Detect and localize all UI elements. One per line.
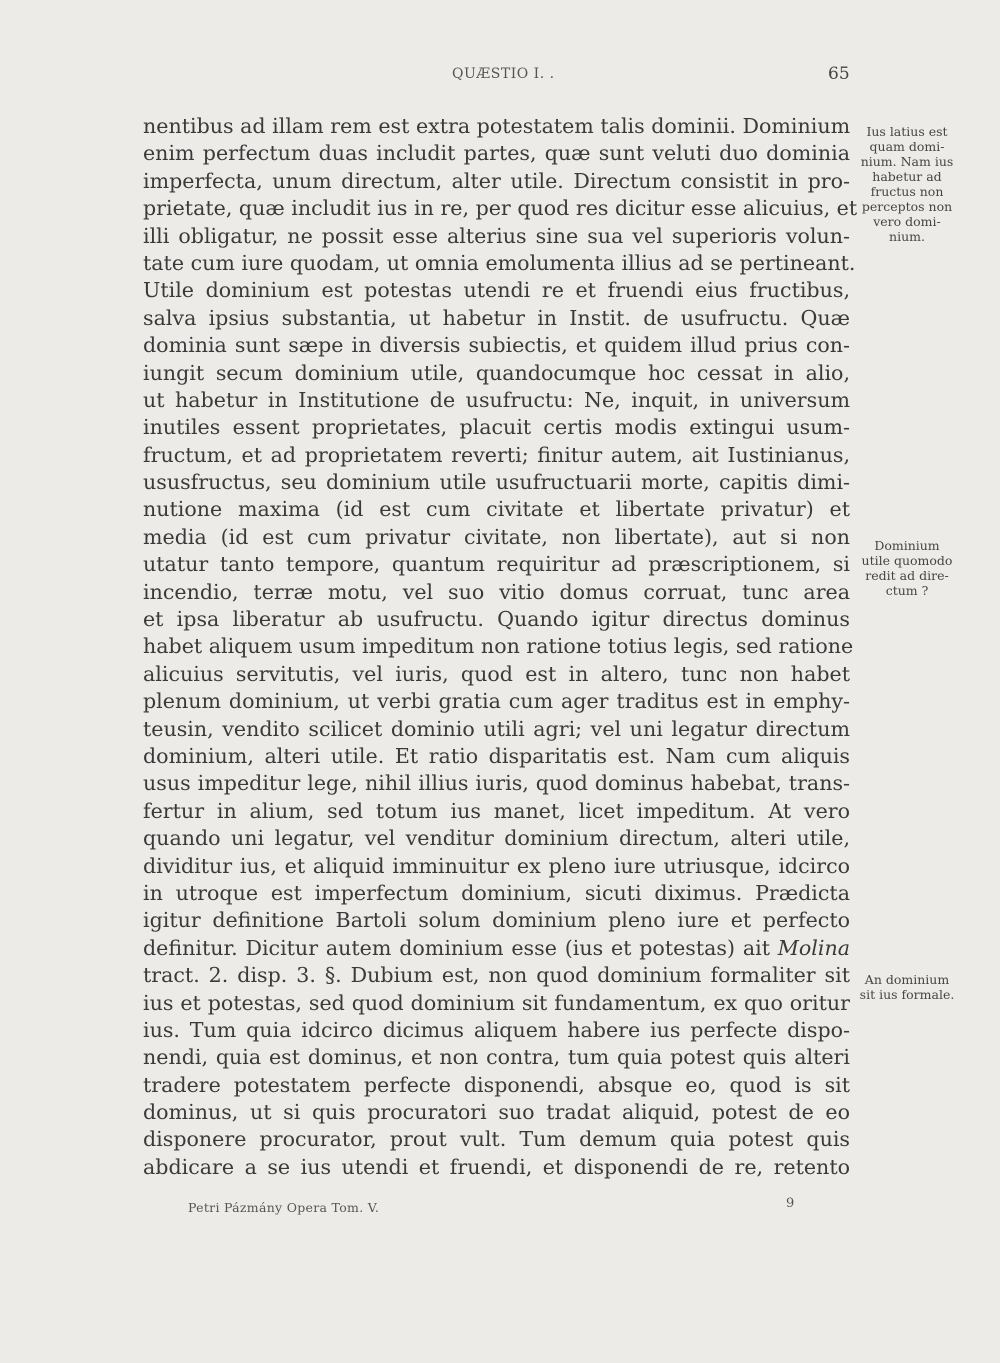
text-line: enim perfectum duas includit partes, quæ sunt veluti duo dominia — [143, 141, 850, 166]
text-line: ius. Tum quia idcirco dicimus aliquem habere ius perfecte dispo- — [143, 1017, 850, 1042]
text-line: dominia sunt sæpe in diversis subiectis, et quidem illud prius con- — [143, 333, 850, 358]
text-line: abdicare a se ius utendi et fruendi, et disponendi de re, retento — [143, 1154, 850, 1179]
text-line: nentibus ad illam rem est extra potestatem talis dominii. Dominium — [143, 114, 851, 138]
margin-note-line: nium. Nam ius — [860, 154, 954, 169]
footer-imprint: Petri Pázmány Opera Tom. V. — [188, 1200, 380, 1215]
text-line: prietate, quæ includit ius in re, per quod res dicitur esse alicuius, et — [143, 196, 858, 221]
margin-note-line: Dominium — [874, 538, 940, 553]
text-line: imperfecta, unum directum, alter utile. Directum consistit in pro- — [143, 168, 850, 193]
text-line: et ipsa liberatur ab usufructu. Quando igitur directus dominus — [143, 607, 850, 632]
text-line-with-italic — [143, 935, 850, 962]
margin-note-dominium-utile — [857, 538, 957, 598]
text-line: quando uni legatur, vel venditur dominium directum, alteri utile, — [143, 826, 850, 851]
margin-note-line: Ius latius est — [866, 124, 948, 139]
text-line: inutiles essent proprietates, placuit certis modis extingui usum- — [143, 415, 850, 440]
margin-note-line: redit ad dire- — [865, 568, 949, 583]
margin-note-line: fructus non — [870, 184, 944, 199]
margin-note-line: perceptos non — [861, 199, 953, 214]
text-line: tradere potestatem perfecte disponendi, absque eo, quod is sit — [143, 1072, 850, 1097]
text-line: teusin, vendito scilicet dominio utili agri; vel uni legatur directum — [143, 716, 850, 741]
margin-note-line: ctum ? — [885, 583, 929, 598]
text-line: utatur tanto tempore, quantum requiritur ad præscriptionem, si — [143, 552, 850, 577]
running-head — [0, 66, 1000, 88]
text-line: igitur definitione Bartoli solum dominium pleno iure et perfecto — [143, 908, 850, 933]
text-line: illi obligatur, ne possit esse alterius sine sua vel superioris volun- — [143, 223, 850, 248]
text-line: dominium, alteri utile. Et ratio disparitatis est. Nam cum aliquis — [143, 743, 850, 768]
italic-author-name: Molina — [777, 935, 850, 960]
text-line: disponere procurator, prout vult. Tum demum quia potest quis — [143, 1127, 850, 1152]
text-line: ususfructus, seu dominium utile usufructuarii morte, capitis dimi- — [143, 470, 850, 495]
text-line: tract. 2. disp. 3. §. Dubium est, non quod dominium formaliter sit — [143, 963, 850, 988]
signature-mark: 9 — [786, 1196, 795, 1211]
text-line: fructum, et ad proprietatem reverti; finitur autem, ait Iustinianus, — [143, 442, 850, 467]
text-line: iungit secum dominium utile, quandocumque hoc cessat in alio, — [143, 360, 850, 385]
text-line: tate cum iure quodam, ut omnia emolumenta illius ad se pertineant. — [143, 250, 856, 275]
margin-note-line: vero domi- — [873, 214, 941, 229]
page-number: 65 — [828, 64, 850, 84]
text-line: salva ipsius substantia, ut habetur in Instit. de usufructu. Quæ — [143, 305, 850, 330]
text-line: ius et potestas, sed quod dominium sit fundamentum, ex quo oritur — [143, 990, 850, 1015]
text-segment: definitur. Dicitur autem dominium esse (ius et potestas) ait — [143, 935, 778, 960]
text-line: usus impeditur lege, nihil illius iuris, quod dominus habebat, trans- — [143, 771, 850, 796]
text-line: nendi, quia est dominus, et non contra, tum quia potest quis alteri — [143, 1045, 850, 1070]
text-line: ut habetur in Institutione de usufructu: Ne, inquit, in universum — [143, 387, 850, 412]
margin-note-an-dominium — [853, 972, 961, 1002]
text-line: dividitur ius, et aliquid imminuitur ex pleno iure utriusque, idcirco — [143, 853, 850, 878]
margin-note-line: utile quomodo — [861, 553, 953, 568]
margin-note-line: quam domi- — [869, 139, 945, 154]
body-text — [143, 113, 858, 1181]
text-line: plenum dominium, ut verbi gratia cum ager traditus est in emphy- — [143, 689, 850, 714]
text-line: in utroque est imperfectum dominium, sicuti diximus. Prædicta — [143, 880, 850, 905]
text-line: alicuius servitutis, vel iuris, quod est in altero, tunc non habet — [143, 661, 850, 686]
text-line: media (id est cum privatur civitate, non libertate), aut si non — [143, 524, 850, 549]
text-line: nutione maxima (id est cum civitate et libertate privatur) et — [143, 497, 850, 522]
margin-note-ius-latius — [857, 124, 957, 244]
running-title: QUÆSTIO I. . — [452, 66, 555, 82]
margin-note-line: An dominium — [864, 972, 950, 987]
text-line: Utile dominium est potestas utendi re et fruendi eius fructibus, — [143, 278, 850, 303]
margin-note-line: habetur ad — [872, 169, 942, 184]
text-line: dominus, ut si quis procuratori suo tradat aliquid, potest de eo — [143, 1100, 850, 1125]
text-line: habet aliquem usum impeditum non ratione totius legis, sed ratione — [143, 634, 854, 659]
margin-note-line: sit ius formale. — [859, 987, 955, 1002]
text-line: incendio, terræ motu, vel suo vitio domus corruat, tunc area — [143, 579, 850, 604]
text-line: fertur in alium, sed totum ius manet, licet impeditum. At vero — [143, 798, 850, 823]
margin-note-line: nium. — [889, 229, 925, 244]
